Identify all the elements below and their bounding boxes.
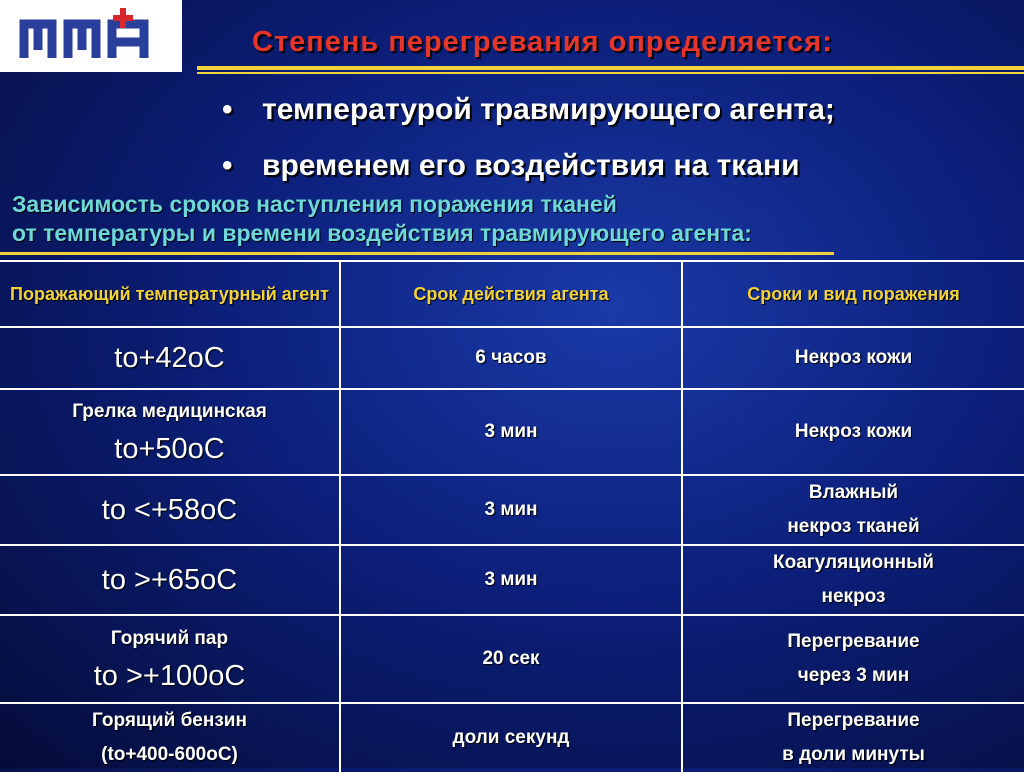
agent-temp: tо >+65оС [101, 564, 238, 596]
bullet-list [222, 86, 835, 198]
duration-cell: 6 часов [340, 327, 682, 389]
logo [0, 0, 182, 72]
result-line: Некроз кожи [794, 421, 913, 442]
logo-text: MMA [160, 68, 163, 69]
slide-title: Степень перегревания определяется: [252, 26, 833, 58]
result-line: Перегревание [787, 710, 920, 731]
result-line: Некроз кожи [794, 347, 913, 368]
result-line: Перегревание [787, 631, 920, 652]
table-row [0, 703, 1024, 773]
agent-cell [0, 475, 340, 545]
agent-temp: (tо+400-600оС) [101, 744, 238, 765]
agent-cell [0, 545, 340, 615]
title-underline-thin [197, 72, 1024, 74]
result-line: Влажный [808, 482, 899, 503]
title-underline [197, 66, 1024, 70]
agent-temp: tо+42оС [114, 342, 225, 374]
header-duration: Срок действия агента [340, 261, 682, 327]
duration-cell: 3 мин [340, 545, 682, 615]
bullet-item: • временем его воздействия на ткани [222, 149, 800, 182]
result-cell [682, 475, 1024, 545]
mma-logo-icon [0, 0, 182, 72]
table-row [0, 475, 1024, 545]
caption-line: от температуры и времени воздействия травмирующего агента: [12, 220, 752, 246]
agent-name: Грелка медицинская [72, 401, 267, 422]
result-cell [682, 389, 1024, 475]
damage-table [0, 260, 1024, 774]
agent-name: Горячий пар [110, 628, 229, 649]
table-row [0, 615, 1024, 703]
table-row [0, 545, 1024, 615]
table-row [0, 327, 1024, 389]
result-cell [682, 545, 1024, 615]
agent-cell [0, 389, 340, 475]
result-line: Коагуляционный [773, 552, 934, 573]
result-line: некроз тканей [787, 516, 920, 537]
agent-cell [0, 703, 340, 773]
duration-cell: 3 мин [340, 475, 682, 545]
bullet-item: • температурой травмирующего агента; [222, 93, 835, 126]
header-result: Сроки и вид поражения [682, 261, 1024, 327]
result-cell [682, 327, 1024, 389]
agent-temp: tо+50оС [114, 433, 225, 465]
duration-cell: доли секунд [340, 703, 682, 773]
table-header-row [0, 261, 1024, 327]
result-cell [682, 703, 1024, 773]
agent-cell [0, 327, 340, 389]
duration-cell: 3 мин [340, 389, 682, 475]
result-line: через 3 мин [797, 665, 910, 686]
agent-temp: tо >+100оС [93, 660, 246, 692]
agent-cell [0, 615, 340, 703]
agent-name: Горящий бензин [92, 710, 247, 731]
duration-cell: 20 сек [340, 615, 682, 703]
table-row [0, 389, 1024, 475]
header-agent: Поражающий температурный агент [0, 261, 340, 327]
agent-temp: tо <+58оС [101, 494, 238, 526]
result-line: в доли минуты [782, 744, 925, 765]
caption-underline [0, 252, 834, 255]
table-caption [12, 190, 752, 248]
caption-line: Зависимость сроков наступления поражения тканей [12, 191, 617, 217]
result-line: некроз [821, 586, 886, 607]
result-cell [682, 615, 1024, 703]
